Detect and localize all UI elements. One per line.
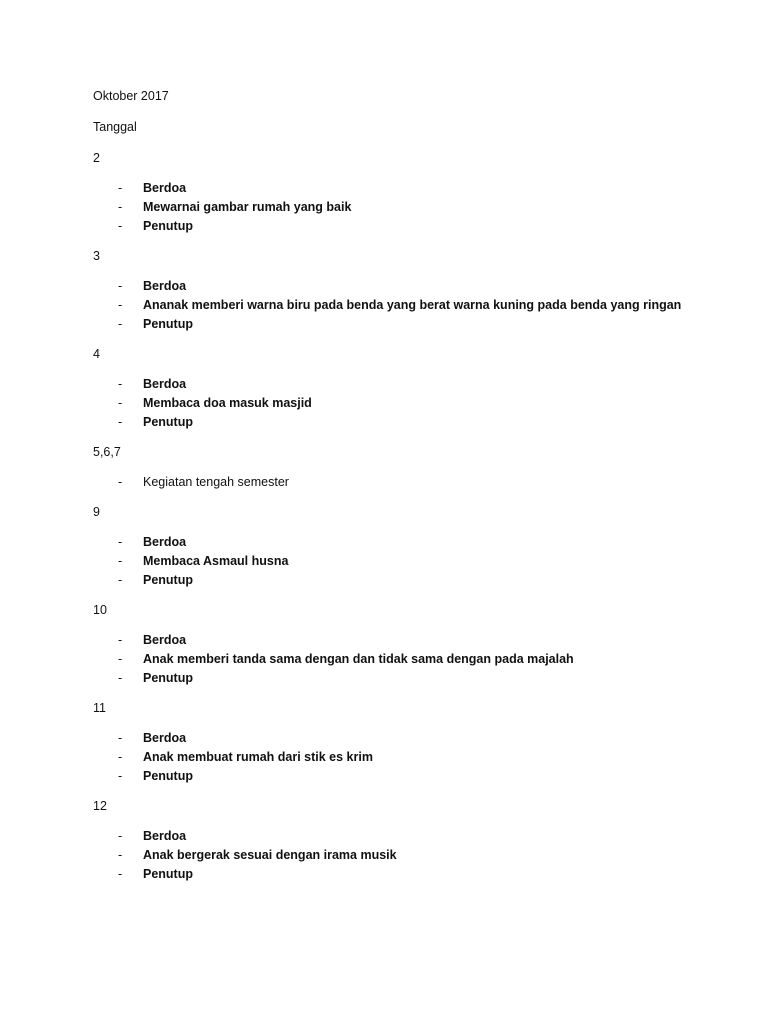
list-item: [93, 179, 768, 198]
activity-text: Berdoa: [143, 731, 187, 745]
activity-text: Berdoa: [143, 279, 187, 293]
bullet-dash: -: [118, 219, 123, 233]
list-item: [93, 394, 768, 413]
list-item: [93, 865, 768, 884]
bullet-dash: -: [118, 769, 123, 783]
activity-text: Membaca doa masuk masjid: [143, 396, 312, 410]
day-date: 11: [93, 701, 106, 715]
bullet-dash: -: [118, 415, 123, 429]
list-item: [93, 473, 768, 492]
list-item: [93, 315, 768, 334]
bullet-dash: -: [118, 848, 123, 862]
day-date: 12: [93, 799, 107, 813]
activity-text: Penutup: [143, 867, 193, 881]
activity-text: Berdoa: [143, 633, 187, 647]
date-label: Tanggal: [93, 120, 137, 134]
list-item: [93, 533, 768, 552]
month-heading: Oktober 2017: [93, 89, 169, 103]
list-item: [93, 748, 768, 767]
bullet-dash: -: [118, 377, 123, 391]
bullet-dash: -: [118, 750, 123, 764]
list-item: [93, 631, 768, 650]
day-date: 2: [93, 151, 100, 165]
activity-text: Penutup: [143, 573, 193, 587]
bullet-dash: -: [118, 554, 123, 568]
activity-list: [93, 277, 768, 334]
list-item: [93, 296, 768, 315]
list-item: [93, 217, 768, 236]
day-date: 5,6,7: [93, 445, 121, 459]
activity-text: Penutup: [143, 317, 193, 331]
list-item: [93, 413, 768, 432]
activity-text: Berdoa: [143, 829, 187, 843]
list-item: [93, 767, 768, 786]
activity-text: Mewarnai gambar rumah yang baik: [143, 200, 352, 214]
activity-list: [93, 533, 768, 590]
bullet-dash: -: [118, 867, 123, 881]
list-item: [93, 571, 768, 590]
activity-text: Berdoa: [143, 377, 187, 391]
day-date: 10: [93, 603, 107, 617]
list-item: [93, 198, 768, 217]
bullet-dash: -: [118, 200, 123, 214]
activity-list: [93, 827, 768, 884]
activity-text: Anak membuat rumah dari stik es krim: [143, 750, 373, 764]
activity-text: Penutup: [143, 219, 193, 233]
activity-list: [93, 631, 768, 688]
activity-text: Anak memberi tanda sama dengan dan tidak sama dengan pada majalah: [143, 652, 574, 666]
list-item: [93, 669, 768, 688]
day-date: 3: [93, 249, 100, 263]
bullet-dash: -: [118, 298, 123, 312]
activity-text: Berdoa: [143, 535, 187, 549]
bullet-dash: -: [118, 652, 123, 666]
bullet-dash: -: [118, 829, 123, 843]
activity-text: Berdoa: [143, 181, 187, 195]
list-item: [93, 846, 768, 865]
bullet-dash: -: [118, 731, 123, 745]
day-date: 4: [93, 347, 100, 361]
list-item: [93, 650, 768, 669]
list-item: [93, 552, 768, 571]
activity-text: Kegiatan tengah semester: [143, 475, 289, 489]
list-item: [93, 277, 768, 296]
bullet-dash: -: [118, 181, 123, 195]
day-date: 9: [93, 505, 100, 519]
activity-list: [93, 179, 768, 236]
bullet-dash: -: [118, 396, 123, 410]
activity-text: Ananak memberi warna biru pada benda yang berat warna kuning pada benda yang ringan: [143, 298, 682, 312]
bullet-dash: -: [118, 535, 123, 549]
list-item: [93, 375, 768, 394]
activity-text: Penutup: [143, 415, 193, 429]
activity-text: Penutup: [143, 671, 193, 685]
activity-text: Membaca Asmaul husna: [143, 554, 289, 568]
bullet-dash: -: [118, 475, 123, 489]
bullet-dash: -: [118, 633, 123, 647]
bullet-dash: -: [118, 279, 123, 293]
list-item: [93, 729, 768, 748]
activity-list: [93, 729, 768, 786]
activity-text: Anak bergerak sesuai dengan irama musik: [143, 848, 397, 862]
activity-list: [93, 473, 768, 492]
activity-list: [93, 375, 768, 432]
bullet-dash: -: [118, 573, 123, 587]
bullet-dash: -: [118, 671, 123, 685]
activity-text: Penutup: [143, 769, 193, 783]
bullet-dash: -: [118, 317, 123, 331]
list-item: [93, 827, 768, 846]
